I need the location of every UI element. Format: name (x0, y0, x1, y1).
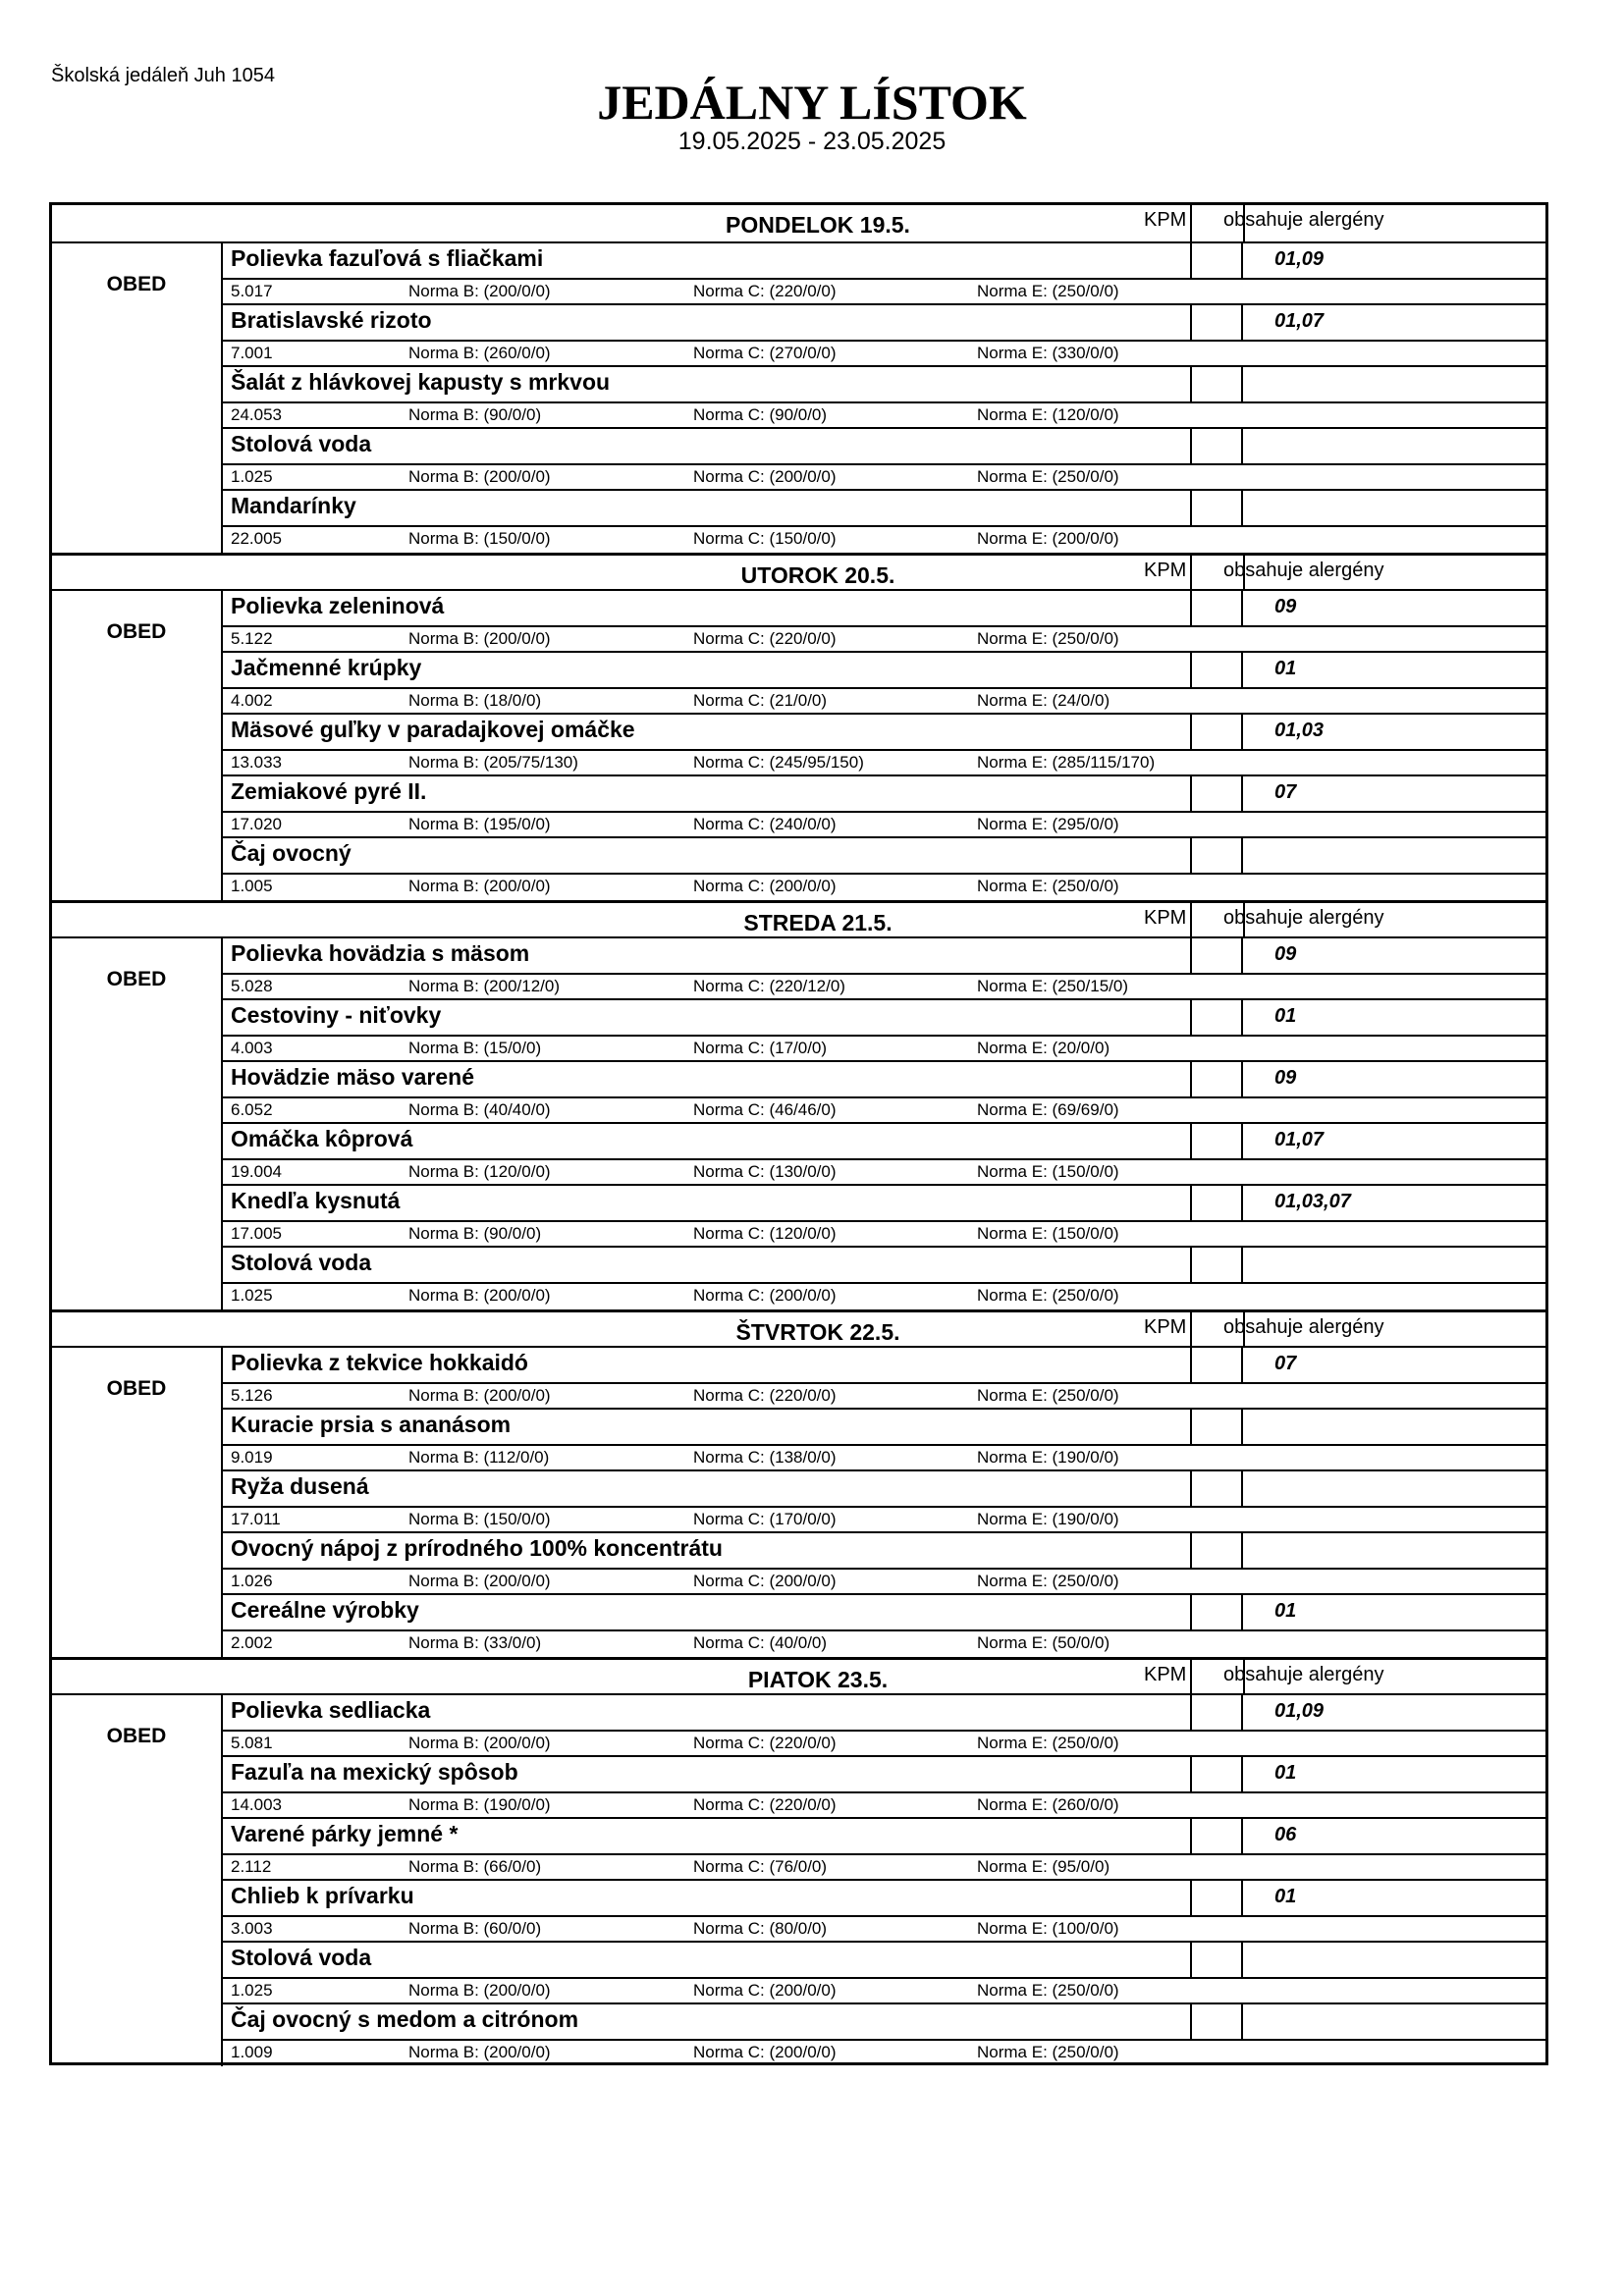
norma-e: Norma E: (250/0/0) (977, 282, 1119, 300)
meal-label: OBED (106, 620, 167, 643)
norma-b: Norma B: (150/0/0) (408, 529, 551, 548)
norma-b: Norma B: (200/0/0) (408, 1734, 551, 1752)
dish-code: 6.052 (231, 1100, 273, 1119)
dish-code: 14.003 (231, 1795, 282, 1814)
norma-c: Norma C: (200/0/0) (693, 467, 837, 486)
norma-e: Norma E: (120/0/0) (977, 405, 1119, 424)
norma-b: Norma B: (205/75/130) (408, 753, 578, 772)
norma-b: Norma B: (200/0/0) (408, 1386, 551, 1405)
norma-e: Norma E: (150/0/0) (977, 1224, 1119, 1243)
allergen-codes: 01 (1274, 1600, 1297, 1622)
dish-name: Polievka fazuľová s fliačkami (231, 245, 544, 271)
norma-b: Norma B: (90/0/0) (408, 405, 542, 424)
dish-name: Polievka sedliacka (231, 1697, 431, 1723)
kpm-cell (1190, 938, 1243, 973)
norma-c: Norma C: (220/0/0) (693, 1386, 837, 1405)
day-header (52, 1657, 1545, 1695)
menu-item (221, 1062, 1545, 1124)
column-divider (1190, 1660, 1192, 1693)
allergen-codes: 07 (1274, 1353, 1297, 1374)
menu-item (221, 1410, 1545, 1471)
dish-name: Kuracie prsia s ananásom (231, 1412, 512, 1437)
norma-e: Norma E: (260/0/0) (977, 1795, 1119, 1814)
dish-name: Jačmenné krúpky (231, 655, 422, 680)
kpm-cell (1190, 491, 1243, 525)
menu-item (221, 491, 1545, 553)
norma-e: Norma E: (100/0/0) (977, 1919, 1119, 1938)
norma-e: Norma E: (250/0/0) (977, 1386, 1119, 1405)
dish-name: Stolová voda (231, 1250, 372, 1275)
menu-item (221, 653, 1545, 715)
dish-name: Mandarínky (231, 493, 356, 518)
allergen-codes: 01,03 (1274, 720, 1325, 741)
menu-item (221, 1757, 1545, 1819)
norma-c: Norma C: (240/0/0) (693, 815, 837, 833)
menu-item (221, 1533, 1545, 1595)
norma-e: Norma E: (190/0/0) (977, 1510, 1119, 1528)
menu-item (221, 2004, 1545, 2066)
norma-c: Norma C: (90/0/0) (693, 405, 828, 424)
menu-item (221, 1881, 1545, 1943)
kpm-cell (1190, 591, 1243, 625)
norma-c: Norma C: (138/0/0) (693, 1448, 837, 1467)
day-name: UTOROK 20.5. (740, 562, 895, 588)
menu-item (221, 305, 1545, 367)
column-divider (1190, 1312, 1192, 1346)
allergen-codes: 07 (1274, 781, 1297, 803)
dish-code: 5.081 (231, 1734, 273, 1752)
norma-c: Norma C: (40/0/0) (693, 1633, 828, 1652)
norma-c: Norma C: (200/0/0) (693, 877, 837, 895)
portion-row (221, 873, 1545, 902)
allergen-codes: 01,09 (1274, 1700, 1325, 1722)
kpm-cell (1190, 1000, 1243, 1035)
meal-label: OBED (106, 273, 167, 295)
date-range: 19.05.2025 - 23.05.2025 (677, 128, 947, 155)
day-name: PIATOK 23.5. (747, 1667, 889, 1692)
day-name: ŠTVRTOK 22.5. (735, 1319, 900, 1345)
meal-label: OBED (106, 968, 167, 990)
allergens-header: obsahuje alergény (1223, 1664, 1384, 1685)
menu-item (221, 1819, 1545, 1881)
kpm-cell (1190, 776, 1243, 811)
kpm-cell (1190, 1410, 1243, 1444)
norma-e: Norma E: (250/15/0) (977, 977, 1129, 995)
allergens-header: obsahuje alergény (1223, 907, 1384, 929)
dish-code: 19.004 (231, 1162, 282, 1181)
dish-code: 17.020 (231, 815, 282, 833)
dish-name: Zemiakové pyré II. (231, 778, 427, 804)
norma-c: Norma C: (200/0/0) (693, 2043, 837, 2061)
portion-row (221, 525, 1545, 555)
norma-b: Norma B: (18/0/0) (408, 691, 542, 710)
menu-item (221, 1348, 1545, 1410)
dish-code: 17.005 (231, 1224, 282, 1243)
allergen-codes: 06 (1274, 1824, 1297, 1845)
norma-b: Norma B: (40/40/0) (408, 1100, 551, 1119)
dish-code: 7.001 (231, 344, 273, 362)
norma-b: Norma B: (200/12/0) (408, 977, 561, 995)
norma-c: Norma C: (76/0/0) (693, 1857, 828, 1876)
norma-e: Norma E: (190/0/0) (977, 1448, 1119, 1467)
allergen-codes: 01,07 (1274, 310, 1325, 332)
norma-c: Norma C: (220/12/0) (693, 977, 845, 995)
dish-code: 2.112 (231, 1857, 272, 1876)
norma-c: Norma C: (220/0/0) (693, 282, 837, 300)
norma-e: Norma E: (295/0/0) (977, 815, 1119, 833)
menu-table (49, 202, 1548, 2065)
meal-label: OBED (106, 1377, 167, 1400)
allergen-codes: 01,09 (1274, 248, 1325, 270)
dish-name: Fazuľa na mexický spôsob (231, 1759, 518, 1785)
day-header (52, 553, 1545, 591)
kpm-cell (1190, 1248, 1243, 1282)
dish-name: Chlieb k prívarku (231, 1883, 414, 1908)
norma-e: Norma E: (250/0/0) (977, 1572, 1119, 1590)
norma-e: Norma E: (69/69/0) (977, 1100, 1119, 1119)
dish-name: Stolová voda (231, 431, 372, 456)
dish-code: 9.019 (231, 1448, 273, 1467)
kpm-cell (1190, 715, 1243, 749)
norma-b: Norma B: (112/0/0) (408, 1448, 550, 1467)
norma-b: Norma B: (260/0/0) (408, 344, 551, 362)
kpm-cell (1190, 1124, 1243, 1158)
norma-b: Norma B: (150/0/0) (408, 1510, 551, 1528)
dish-code: 1.026 (231, 1572, 273, 1590)
kpm-header: KPM (1144, 907, 1187, 929)
dish-name: Polievka z tekvice hokkaidó (231, 1350, 528, 1375)
kpm-cell (1190, 1348, 1243, 1382)
allergens-header: obsahuje alergény (1223, 560, 1384, 581)
norma-b: Norma B: (200/0/0) (408, 1981, 551, 2000)
kpm-cell (1190, 367, 1243, 401)
page-title: JEDÁLNY LÍSTOK (597, 75, 1027, 130)
norma-b: Norma B: (190/0/0) (408, 1795, 551, 1814)
dish-code: 1.009 (231, 2043, 273, 2061)
dish-code: 1.025 (231, 1286, 273, 1305)
kpm-cell (1190, 653, 1243, 687)
norma-e: Norma E: (330/0/0) (977, 344, 1119, 362)
allergen-codes: 01 (1274, 658, 1297, 679)
kpm-cell (1190, 429, 1243, 463)
dish-code: 13.033 (231, 753, 282, 772)
day-section (52, 553, 1545, 900)
norma-c: Norma C: (130/0/0) (693, 1162, 837, 1181)
norma-b: Norma B: (195/0/0) (408, 815, 551, 833)
dish-code: 4.003 (231, 1039, 273, 1057)
allergen-codes: 01 (1274, 1886, 1297, 1907)
dish-code: 5.122 (231, 629, 273, 648)
norma-c: Norma C: (245/95/150) (693, 753, 864, 772)
kpm-header: KPM (1144, 1664, 1187, 1685)
dish-code: 1.025 (231, 1981, 273, 2000)
dish-name: Cereálne výrobky (231, 1597, 419, 1623)
day-section (52, 900, 1545, 1309)
menu-item (221, 1000, 1545, 1062)
column-divider (1190, 903, 1192, 936)
norma-b: Norma B: (200/0/0) (408, 467, 551, 486)
dish-name: Ryža dusená (231, 1473, 369, 1499)
norma-c: Norma C: (21/0/0) (693, 691, 828, 710)
dish-code: 2.002 (231, 1633, 273, 1652)
menu-item (221, 1186, 1545, 1248)
norma-e: Norma E: (24/0/0) (977, 691, 1110, 710)
norma-b: Norma B: (66/0/0) (408, 1857, 542, 1876)
dish-code: 5.017 (231, 282, 273, 300)
norma-c: Norma C: (270/0/0) (693, 344, 837, 362)
norma-c: Norma C: (220/0/0) (693, 629, 837, 648)
kpm-cell (1190, 243, 1243, 278)
allergen-codes: 09 (1274, 943, 1297, 965)
menu-item (221, 715, 1545, 776)
dish-name: Varené párky jemné * (231, 1821, 459, 1846)
norma-c: Norma C: (220/0/0) (693, 1795, 837, 1814)
menu-item (221, 1124, 1545, 1186)
norma-c: Norma C: (220/0/0) (693, 1734, 837, 1752)
norma-e: Norma E: (150/0/0) (977, 1162, 1119, 1181)
norma-b: Norma B: (200/0/0) (408, 1286, 551, 1305)
allergen-codes: 09 (1274, 1067, 1297, 1089)
norma-b: Norma B: (200/0/0) (408, 629, 551, 648)
kpm-cell (1190, 305, 1243, 340)
kpm-header: KPM (1144, 209, 1187, 231)
day-header (52, 1309, 1545, 1348)
norma-b: Norma B: (200/0/0) (408, 877, 551, 895)
menu-item (221, 429, 1545, 491)
day-header (52, 900, 1545, 938)
menu-item (221, 1248, 1545, 1309)
dish-name: Polievka zeleninová (231, 593, 445, 618)
dish-name: Bratislavské rizoto (231, 307, 432, 333)
allergen-codes: 01 (1274, 1005, 1297, 1027)
menu-item (221, 776, 1545, 838)
portion-row (221, 1282, 1545, 1311)
norma-e: Norma E: (250/0/0) (977, 877, 1119, 895)
day-header (52, 205, 1545, 243)
kpm-cell (1190, 1595, 1243, 1629)
kpm-cell (1190, 1819, 1243, 1853)
menu-item (221, 243, 1545, 305)
dish-name: Stolová voda (231, 1945, 372, 1970)
norma-e: Norma E: (250/0/0) (977, 629, 1119, 648)
dish-name: Omáčka kôprová (231, 1126, 413, 1151)
norma-e: Norma E: (250/0/0) (977, 2043, 1119, 2061)
kpm-cell (1190, 1881, 1243, 1915)
norma-e: Norma E: (250/0/0) (977, 1286, 1119, 1305)
kpm-cell (1190, 1757, 1243, 1791)
day-name: PONDELOK 19.5. (726, 212, 910, 238)
dish-name: Knedľa kysnutá (231, 1188, 401, 1213)
dish-code: 24.053 (231, 405, 282, 424)
allergen-codes: 01,07 (1274, 1129, 1325, 1150)
column-divider (1190, 205, 1192, 241)
dish-name: Šalát z hlávkovej kapusty s mrkvou (231, 369, 611, 395)
kpm-cell (1190, 1695, 1243, 1730)
norma-e: Norma E: (250/0/0) (977, 1981, 1119, 2000)
allergens-header: obsahuje alergény (1223, 209, 1384, 231)
norma-c: Norma C: (17/0/0) (693, 1039, 828, 1057)
kpm-header: KPM (1144, 560, 1187, 581)
norma-b: Norma B: (90/0/0) (408, 1224, 542, 1243)
meal-label: OBED (106, 1725, 167, 1747)
day-section (52, 205, 1545, 553)
kpm-header: KPM (1144, 1316, 1187, 1338)
norma-c: Norma C: (80/0/0) (693, 1919, 828, 1938)
school-name: Školská jedáleň Juh 1054 (51, 65, 275, 86)
norma-c: Norma C: (200/0/0) (693, 1286, 837, 1305)
dish-code: 4.002 (231, 691, 273, 710)
dish-code: 1.005 (231, 877, 273, 895)
portion-row (221, 1629, 1545, 1659)
allergen-codes: 01,03,07 (1274, 1191, 1351, 1212)
portion-row (221, 2039, 1545, 2068)
kpm-cell (1190, 2004, 1243, 2039)
allergen-codes: 09 (1274, 596, 1297, 617)
dish-code: 22.005 (231, 529, 282, 548)
norma-b: Norma B: (60/0/0) (408, 1919, 542, 1938)
dish-name: Hovädzie mäso varené (231, 1064, 475, 1090)
menu-item (221, 591, 1545, 653)
dish-name: Mäsové guľky v paradajkovej omáčke (231, 717, 635, 742)
menu-item (221, 367, 1545, 429)
menu-item (221, 1943, 1545, 2004)
menu-item (221, 1695, 1545, 1757)
norma-b: Norma B: (33/0/0) (408, 1633, 542, 1652)
dish-name: Čaj ovocný (231, 840, 352, 866)
kpm-cell (1190, 1186, 1243, 1220)
norma-e: Norma E: (95/0/0) (977, 1857, 1110, 1876)
allergen-codes: 01 (1274, 1762, 1297, 1784)
dish-code: 17.011 (231, 1510, 281, 1528)
dish-code: 3.003 (231, 1919, 273, 1938)
dish-name: Polievka hovädzia s mäsom (231, 940, 530, 966)
column-divider (1190, 556, 1192, 589)
kpm-cell (1190, 838, 1243, 873)
dish-code: 5.126 (231, 1386, 273, 1405)
menu-item (221, 1471, 1545, 1533)
norma-e: Norma E: (20/0/0) (977, 1039, 1110, 1057)
kpm-cell (1190, 1471, 1243, 1506)
norma-b: Norma B: (200/0/0) (408, 282, 551, 300)
dish-code: 1.025 (231, 467, 273, 486)
norma-c: Norma C: (170/0/0) (693, 1510, 837, 1528)
norma-c: Norma C: (200/0/0) (693, 1572, 837, 1590)
dish-name: Čaj ovocný s medom a citrónom (231, 2006, 579, 2032)
norma-c: Norma C: (46/46/0) (693, 1100, 837, 1119)
dish-name: Cestoviny - niťovky (231, 1002, 442, 1028)
day-name: STREDA 21.5. (743, 910, 893, 935)
norma-c: Norma C: (200/0/0) (693, 1981, 837, 2000)
dish-code: 5.028 (231, 977, 273, 995)
norma-e: Norma E: (285/115/170) (977, 753, 1156, 772)
kpm-cell (1190, 1943, 1243, 1977)
kpm-cell (1190, 1533, 1243, 1568)
day-section (52, 1309, 1545, 1657)
norma-c: Norma C: (120/0/0) (693, 1224, 837, 1243)
norma-e: Norma E: (200/0/0) (977, 529, 1119, 548)
kpm-cell (1190, 1062, 1243, 1096)
norma-e: Norma E: (250/0/0) (977, 467, 1119, 486)
day-section (52, 1657, 1545, 2066)
dish-name: Ovocný nápoj z prírodného 100% koncentrátu (231, 1535, 723, 1561)
norma-b: Norma B: (200/0/0) (408, 1572, 551, 1590)
menu-item (221, 938, 1545, 1000)
norma-c: Norma C: (150/0/0) (693, 529, 837, 548)
norma-b: Norma B: (15/0/0) (408, 1039, 542, 1057)
norma-b: Norma B: (120/0/0) (408, 1162, 551, 1181)
menu-item (221, 1595, 1545, 1657)
norma-e: Norma E: (50/0/0) (977, 1633, 1110, 1652)
menu-item (221, 838, 1545, 900)
norma-b: Norma B: (200/0/0) (408, 2043, 551, 2061)
norma-e: Norma E: (250/0/0) (977, 1734, 1119, 1752)
allergens-header: obsahuje alergény (1223, 1316, 1384, 1338)
